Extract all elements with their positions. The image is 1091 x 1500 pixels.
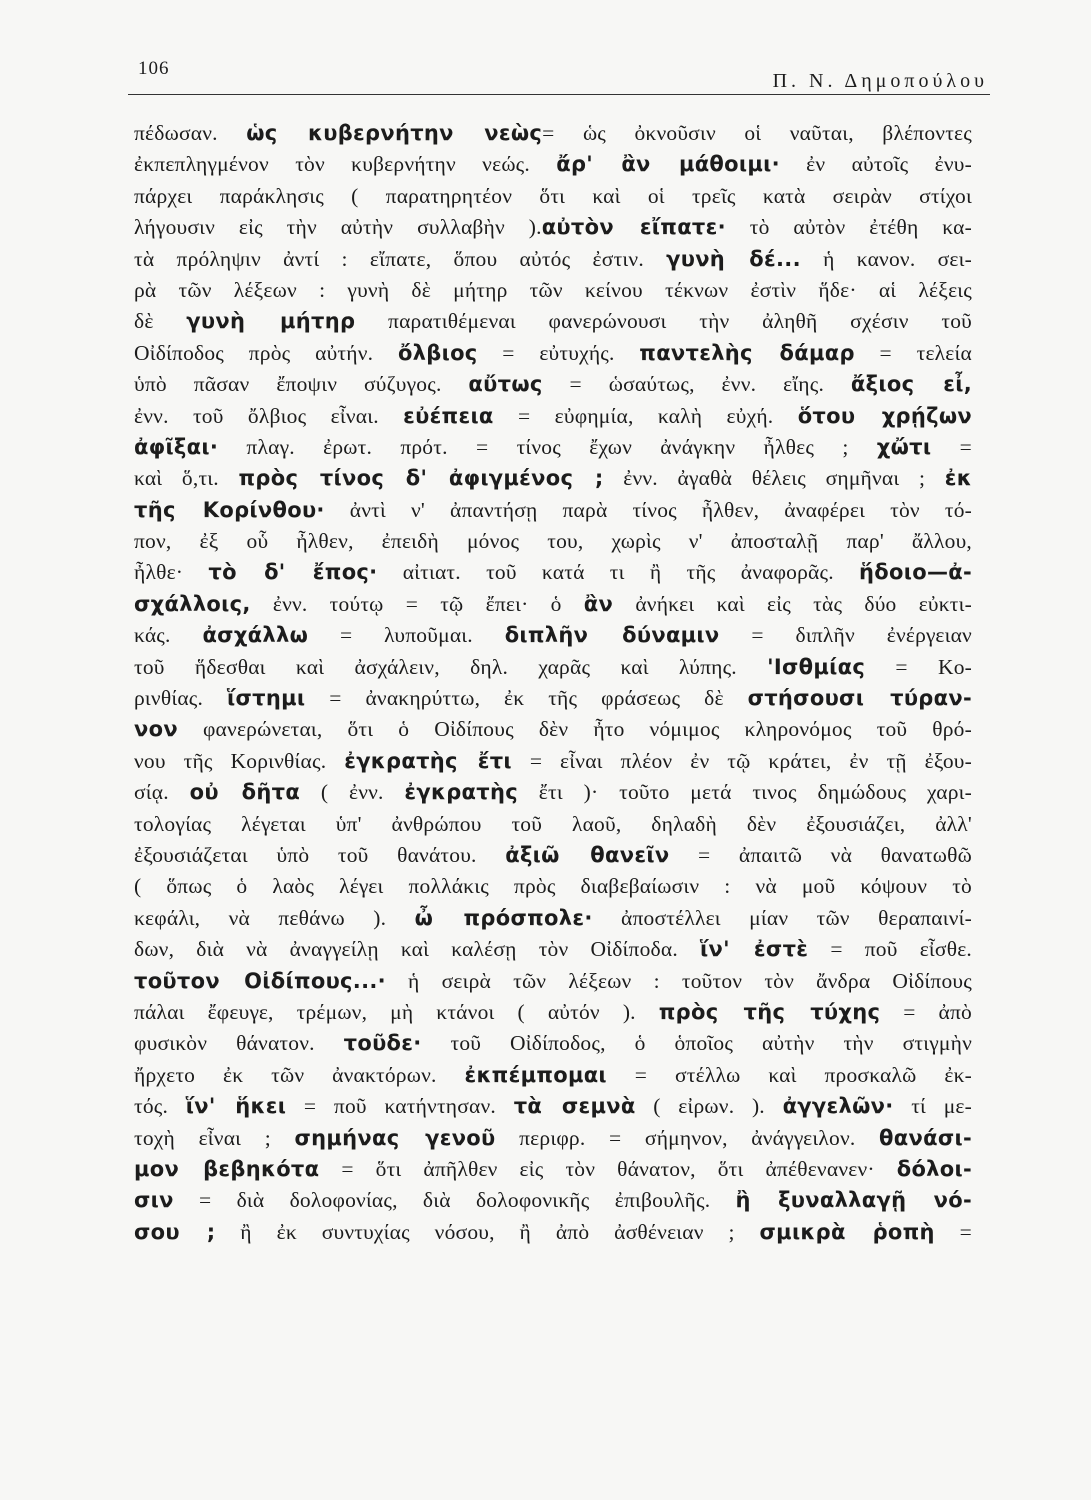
text-line: [134, 463, 972, 494]
gloss-text: καὶ ὅ,τι.: [134, 466, 239, 491]
gloss-text: = ποῦ εἶσθε.: [808, 937, 972, 962]
gloss-text: ἢ ἐκ συντυχίας νόσου, ἢ ἀπὸ ἀσθένειαν ;: [215, 1219, 760, 1244]
text-line: [134, 903, 972, 934]
gloss-text: ἐνν. τούτῳ = τῷ ἔπει· ὁ: [250, 591, 584, 616]
page-header: [128, 48, 988, 92]
lemma-term: ἥδοιο—ἀ-: [859, 560, 972, 585]
gloss-text: ( εἰρων. ).: [635, 1094, 783, 1119]
lemma-term: οὐ δῆτα: [189, 780, 301, 805]
gloss-text: = ἀπὸ: [880, 999, 972, 1024]
text-line: [134, 181, 972, 212]
lemma-term: ἀξιῶ θανεῖν: [505, 842, 670, 867]
header-rule: [128, 94, 990, 95]
text-line: [134, 212, 972, 243]
gloss-text: ἡ κανον. σει-: [800, 246, 972, 271]
lemma-term: διπλῆν δύναμιν: [504, 623, 720, 648]
gloss-text: Οἰδίποδος πρὸς αὐτήν.: [134, 340, 398, 365]
lemma-term: θανάσι-: [879, 1125, 972, 1150]
text-line: [134, 149, 972, 180]
gloss-text: =: [934, 1219, 972, 1244]
lemma-term: τὰ σεμνὰ: [513, 1094, 636, 1119]
lemma-term: ἐγκρατὴς: [404, 780, 518, 805]
lemma-term: σχάλλοις,: [134, 591, 251, 616]
lemma-term: γυνὴ μήτηρ: [186, 309, 356, 334]
gloss-text: σίᾳ.: [134, 780, 190, 805]
gloss-text: ἀντὶ ν' ἀπαντήσῃ παρὰ τίνος ἦλθεν, ἀναφέρει τὸν τό-: [324, 497, 972, 522]
gloss-text: αἰτιατ. τοῦ κατά τι ἢ τῆς ἀναφορᾶς.: [377, 560, 860, 585]
gloss-text: ρὰ τῶν λέξεων : γυνὴ δὲ μήτηρ τῶν κείνου τέκνων ἐστὶν ἥδε· αἱ λέξεις: [134, 277, 972, 302]
gloss-text: = ποῦ κατήντησαν.: [286, 1094, 514, 1119]
gloss-text: τολογίας λέγεται ὑπ' ἀνθρώπου τοῦ λαοῦ, δηλαδὴ δὲν ἐξουσιάζει, ἀλλ': [134, 811, 972, 836]
text-line: [134, 401, 972, 432]
gloss-text: τὰ πρόληψιν ἀντί : εἴπατε, ὅπου αὐτός ἐστιν.: [134, 246, 667, 271]
lemma-term: αὔτως: [468, 372, 543, 397]
lemma-term: ἵστημι: [226, 686, 306, 711]
text-line: [134, 589, 972, 620]
text-line: [134, 997, 972, 1028]
gloss-text: λήγουσιν εἰς τὴν αὐτὴν συλλαβὴν ).: [134, 215, 542, 240]
lemma-term: ἀφῖξαι·: [134, 434, 219, 459]
lemma-term: γυνὴ δέ...: [666, 246, 801, 271]
text-line: [134, 1028, 972, 1059]
gloss-text: = Κο-: [865, 654, 972, 679]
text-line: [134, 1185, 972, 1216]
text-line: [134, 369, 972, 400]
gloss-text: =: [931, 434, 972, 459]
lemma-term: ἐγκρατὴς ἔτι: [344, 748, 512, 773]
text-line: [134, 1091, 972, 1122]
gloss-text: πάρχει παράκλησις ( παρατηρητέον ὅτι καὶ οἱ τρεῖς κατὰ σειρὰν στίχοι: [134, 183, 972, 208]
gloss-text: φανερώνεται, ὅτι ὁ Οἰδίπους δὲν ἦτο νόμιμος κληρονόμος τοῦ θρό-: [177, 717, 972, 742]
lemma-term: ὦ πρόσπολε·: [414, 905, 593, 930]
text-line: [134, 840, 972, 871]
gloss-text: = εὐτυχής.: [477, 340, 640, 365]
text-line: [134, 746, 972, 777]
lemma-term: ὅτου χρῄζων: [797, 403, 972, 428]
gloss-text: = εὐφημία, καλὴ εὐχή.: [493, 403, 798, 428]
running-head: Π. Ν. Δημοπούλου: [772, 70, 988, 92]
text-line: [134, 777, 972, 808]
text-line: [134, 871, 972, 902]
gloss-text: ἐν αὐτοῖς ἐνυ-: [779, 152, 972, 177]
lemma-term: νον: [134, 717, 178, 742]
text-line: [134, 809, 972, 840]
gloss-text: ( ὅπως ὁ λαὸς λέγει πολλάκις πρὸς διαβεβαίωσιν : νὰ μοῦ κόψουν τὸ: [134, 874, 972, 899]
text-line: [134, 1154, 972, 1185]
gloss-text: = ἀνακηρύττω, ἐκ τῆς φράσεως δὲ: [305, 686, 748, 711]
lemma-term: τὸ δ' ἔπος·: [208, 560, 378, 585]
lemma-term: παντελὴς δάμαρ: [639, 340, 855, 365]
gloss-text: = ὅτι ἀπῆλθεν εἰς τὸν θάνατον, ὅτι ἀπέθενανεν·: [319, 1156, 897, 1181]
lemma-term: ὄλβιος: [397, 340, 478, 365]
lemma-term: σου ;: [134, 1219, 216, 1244]
gloss-text: τὸ αὐτὸν ἐτέθη κα-: [725, 215, 972, 240]
text-line: [134, 966, 972, 997]
gloss-text: τοῦ Οἰδίποδος, ὁ ὁποῖος αὐτὴν τὴν στιγμὴν: [421, 1031, 972, 1056]
text-line: [134, 652, 972, 683]
gloss-text: περιφρ. = σήμηνον, ἀνάγγειλον.: [495, 1125, 880, 1150]
text-line: [134, 683, 972, 714]
lemma-term: σημήνας γενοῦ: [294, 1125, 496, 1150]
gloss-text: τί με-: [893, 1094, 972, 1119]
text-line: [134, 118, 972, 149]
gloss-text: = ὡς ὀκνοῦσιν οἱ ναῦται, βλέποντες: [542, 121, 972, 145]
gloss-text: = εἶναι πλέον ἐν τῷ κράτει, ἐν τῇ ἐξου-: [511, 748, 972, 773]
lemma-term: πρὸς τίνος δ' ἀφιγμένος ;: [238, 466, 604, 491]
lemma-term: ἐκ: [944, 466, 972, 491]
text-line: [134, 1217, 972, 1248]
page-number: 106: [138, 58, 170, 79]
lemma-term: 'Ισθμίας: [767, 654, 866, 679]
text-line: [134, 934, 972, 965]
text-line: [134, 338, 972, 369]
lemma-term: ἀγγελῶν·: [782, 1094, 894, 1119]
gloss-text: πάλαι ἔφευγε, τρέμων, μὴ κτάνοι ( αὐτόν ).: [134, 999, 659, 1024]
gloss-text: κεφάλι, νὰ πεθάνω ).: [134, 905, 415, 930]
lemma-term: τοῦδε·: [343, 1031, 422, 1056]
gloss-text: ἀποστέλλει μίαν τῶν θεραπαινί-: [592, 905, 972, 930]
gloss-text: δὲ: [134, 309, 187, 334]
gloss-text: τοῦ ἥδεσθαι καὶ ἀσχάλειν, δηλ. χαρᾶς καὶ λύπης.: [134, 654, 768, 679]
gloss-text: = διὰ δολοφονίας, διὰ δολοφονικῆς ἐπιβουλῆς.: [173, 1188, 736, 1213]
gloss-text: ἐνν. τοῦ ὄλβιος εἶναι.: [134, 403, 404, 428]
lemma-term: ἵν' ἥκει: [185, 1094, 287, 1119]
gloss-text: ρινθίας.: [134, 686, 227, 711]
lemma-term: ἵν' ἐστὲ: [699, 937, 809, 962]
lemma-term: τοῦτον Οἰδίπους...·: [134, 968, 386, 993]
lemma-term: ἐκπέμπομαι: [464, 1062, 607, 1087]
gloss-text: ὑπὸ πᾶσαν ἔποψιν σύζυγος.: [134, 372, 469, 397]
gloss-text: = λυποῦμαι.: [308, 623, 505, 648]
text-line: [134, 306, 972, 337]
lemma-term: ἄξιος εἶ,: [850, 372, 972, 397]
lemma-term: στήσουσι τύραν-: [747, 686, 972, 711]
gloss-text: = διπλῆν ἐνέργειαν: [719, 623, 972, 648]
gloss-text: τοχὴ εἶναι ;: [134, 1125, 295, 1150]
text-line: [134, 432, 972, 463]
text-line: [134, 495, 972, 526]
gloss-text: ἐκπεπληγμένον τὸν κυβερνήτην νεώς.: [134, 152, 557, 177]
gloss-text: ἀνήκει καὶ εἰς τὰς δύο εὐκτι-: [613, 591, 972, 616]
lemma-term: χὤτι: [876, 434, 932, 459]
text-line: [134, 714, 972, 745]
text-line: [134, 557, 972, 588]
lemma-term: πρὸς τῆς τύχης: [658, 999, 881, 1024]
gloss-text: κάς.: [134, 623, 203, 648]
lemma-term: ὡς κυβερνήτην νεὼς: [246, 121, 543, 145]
lemma-term: αὐτὸν εἴπατε·: [541, 215, 726, 240]
text-line: [134, 1060, 972, 1091]
text-line: [134, 1123, 972, 1154]
text-line: [134, 526, 972, 557]
gloss-text: ἔτι )· τοῦτο μετά τινος δημώδους χαρι-: [517, 780, 972, 805]
text-line: [134, 244, 972, 275]
gloss-text: πον, ἐξ οὗ ἦλθεν, ἐπειδὴ μόνος του, χωρὶς ν' ἀποσταλῇ παρ' ἄλλου,: [134, 529, 972, 554]
gloss-text: δων, διὰ νὰ ἀναγγείλῃ καὶ καλέσῃ τὸν Οἰδίποδα.: [134, 937, 700, 962]
gloss-text: = τελεία: [854, 340, 972, 365]
gloss-text: = ἀπαιτῶ νὰ θανατωθῶ: [669, 842, 972, 867]
gloss-text: = στέλλω καὶ προσκαλῶ ἐκ-: [606, 1062, 972, 1087]
gloss-text: ἦλθε·: [134, 560, 209, 585]
lemma-term: ἢ ξυναλλαγῇ νό-: [735, 1188, 972, 1213]
lemma-term: εὐέπεια: [403, 403, 494, 428]
lemma-term: σιν: [134, 1188, 174, 1213]
gloss-text: = ὡσαύτως, ἐνν. εἴης.: [542, 372, 851, 397]
gloss-text: ἡ σειρὰ τῶν λέξεων : τοῦτον τὸν ἄνδρα Οἰδίπους: [385, 968, 972, 993]
gloss-text: πλαγ. ἐρωτ. πρότ. = τίνος ἔχων ἀνάγκην ἦλθες ;: [218, 434, 877, 459]
lemma-term: τῆς Κορίνθου·: [134, 497, 325, 522]
gloss-text: τός.: [134, 1094, 186, 1119]
gloss-text: φυσικὸν θάνατον.: [134, 1031, 344, 1056]
gloss-text: ἐνν. ἀγαθὰ θέλεις σημῆναι ;: [603, 466, 945, 491]
commentary-text: [134, 118, 972, 1248]
gloss-text: παρατιθέμεναι φανερώνουσι τὴν ἀληθῆ σχέσιν τοῦ: [355, 309, 972, 334]
gloss-text: ἐξουσιάζεται ὑπὸ τοῦ θανάτου.: [134, 842, 506, 867]
lemma-term: ἂν: [583, 591, 614, 616]
lemma-term: δόλοι-: [896, 1156, 972, 1181]
lemma-term: ἄρ' ἂν μάθοιμι·: [556, 152, 780, 177]
lemma-term: ἀσχάλλω: [202, 623, 309, 648]
lemma-term: σμικρὰ ῥοπὴ: [759, 1219, 935, 1244]
text-line: [134, 275, 972, 306]
gloss-text: ἤρχετο ἐκ τῶν ἀνακτόρων.: [134, 1062, 465, 1087]
gloss-text: πέδωσαν.: [134, 121, 247, 145]
text-line: [134, 620, 972, 651]
gloss-text: νου τῆς Κορινθίας.: [134, 748, 345, 773]
gloss-text: ( ἐνν.: [300, 780, 405, 805]
lemma-term: μον βεβηκότα: [134, 1156, 320, 1181]
